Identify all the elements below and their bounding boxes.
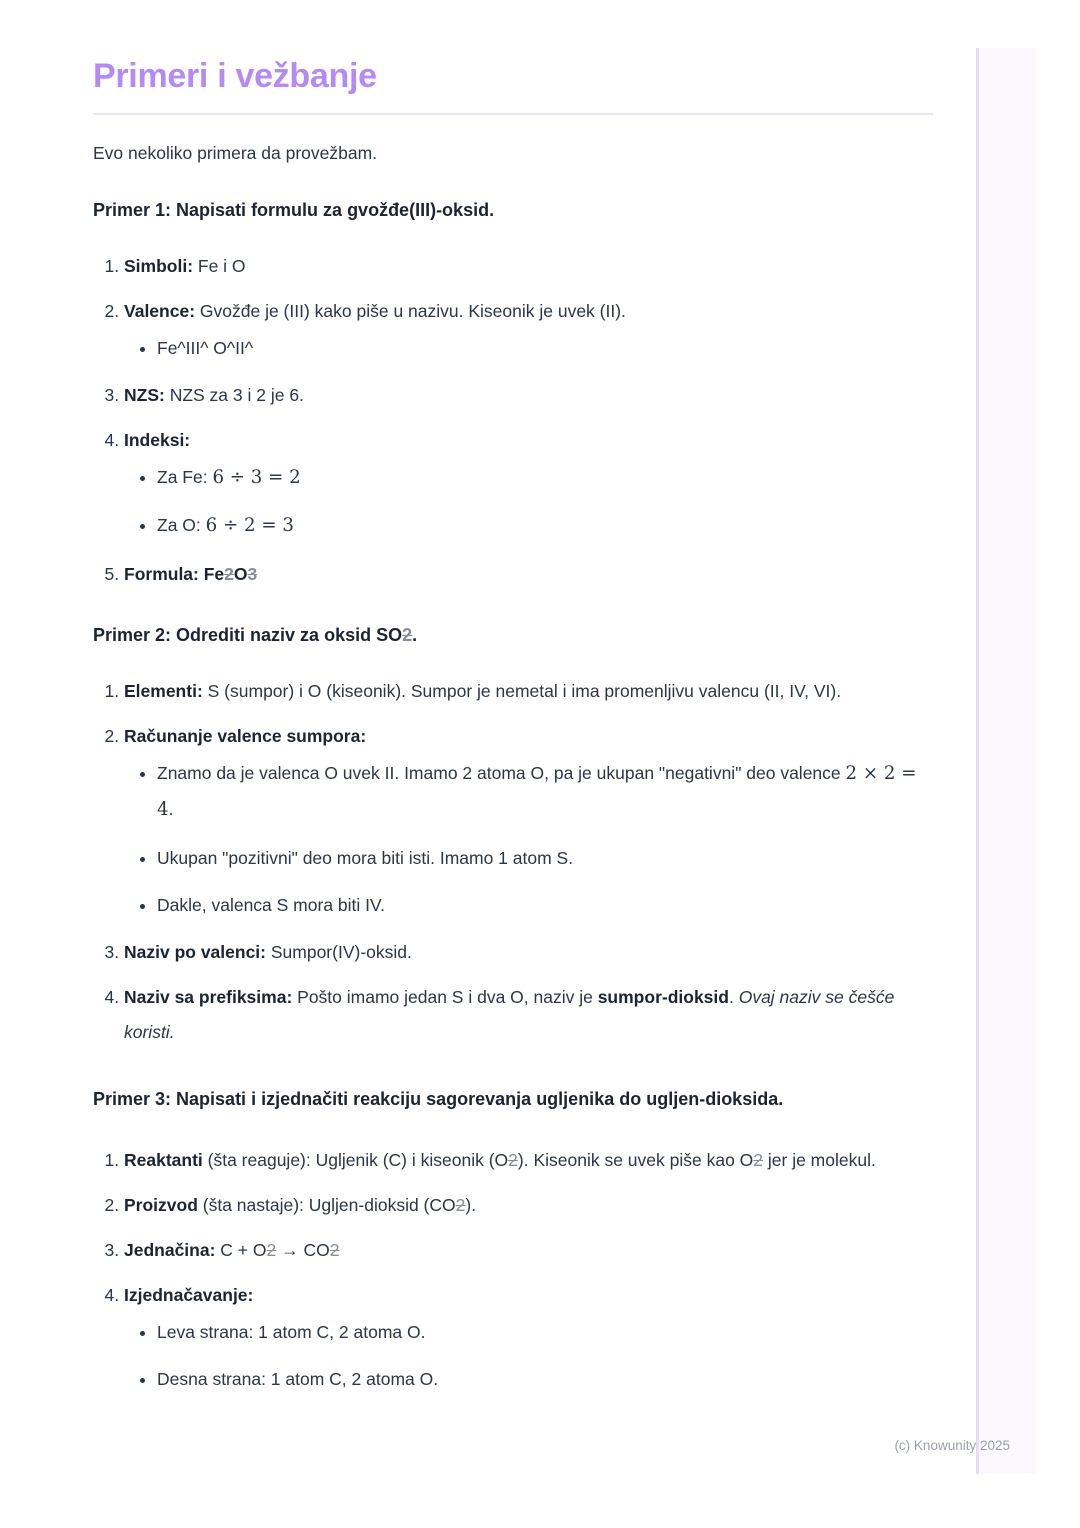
step-item xyxy=(124,423,933,545)
step-label: Reaktanti xyxy=(124,1150,203,1171)
step-text: . xyxy=(728,986,739,1007)
step-text: (šta reaguje): Ugljenik (C) i kiseonik (O xyxy=(202,1150,509,1171)
struck-subscript: 2 xyxy=(508,1150,518,1171)
bullet-item xyxy=(157,756,933,829)
bullet-text: Leva strana: 1 atom C, 2 atoma O. xyxy=(157,1322,426,1343)
step-label: Elementi: xyxy=(124,680,203,701)
bullet-item xyxy=(157,841,933,876)
primer2-heading xyxy=(93,622,933,650)
step-item xyxy=(124,719,933,923)
step-label: Izjednačavanje: xyxy=(124,1285,254,1306)
struck-subscript: 2 xyxy=(266,1240,277,1261)
copyright-footer: (c) Knowunity 2025 xyxy=(894,1438,1010,1453)
page-content xyxy=(93,57,933,1409)
bullet-text: Ukupan "pozitivni" deo mora biti isti. Imamo 1 atom S. xyxy=(157,847,574,868)
step-label: Naziv po valenci: xyxy=(124,941,266,962)
step-text: C + O xyxy=(215,1240,267,1261)
primer3-heading: Primer 3: Napisati i izjednačiti reakciju sagorevanja ugljenika do ugljen-dioksida. xyxy=(93,1088,784,1109)
struck-subscript: 2 xyxy=(753,1150,764,1171)
step-item xyxy=(124,674,933,709)
step-label: Formula: Fe xyxy=(124,563,225,584)
step-item xyxy=(124,378,933,413)
bullet-text: Znamo da je valenca O uvek II. Imamo 2 atoma O, pa je ukupan "negativni" deo valence xyxy=(157,762,846,783)
primer1-heading: Primer 1: Napisati formulu za gvožđe(III)-oksid. xyxy=(93,200,495,221)
step-label: Računanje valence sumpora: xyxy=(124,725,367,746)
page-title: Primeri i vežbanje xyxy=(93,57,377,95)
step-label: Simboli: xyxy=(124,255,194,276)
step-item xyxy=(124,557,933,592)
bullet-item xyxy=(157,508,933,544)
step-text: NZS za 3 i 2 je 6. xyxy=(164,384,304,405)
step-item xyxy=(124,1278,933,1397)
struck-subscript: 2 xyxy=(455,1195,466,1216)
bullet-item xyxy=(157,888,933,923)
struck-subscript: 2 xyxy=(224,563,234,584)
step-text: Fe i O xyxy=(193,255,246,276)
heading-text: Primer 2: Odrediti naziv za oksid SO xyxy=(93,624,403,645)
bullet-text: Dakle, valenca S mora biti IV. xyxy=(157,894,385,915)
step-label: Valence: xyxy=(124,300,196,321)
step-label: NZS: xyxy=(124,384,165,405)
step-label: Naziv sa prefiksima: xyxy=(124,986,293,1007)
step-item xyxy=(124,249,933,284)
math-expression: 2 × 2 = 4 xyxy=(157,762,917,821)
italic-note: Ovaj naziv se češće koristi. xyxy=(124,986,895,1042)
step-text: Gvožđe je (III) kako piše u nazivu. Kiseonik je uvek (II). xyxy=(195,300,626,321)
struck-subscript: 2 xyxy=(329,1240,340,1261)
step-text: ). xyxy=(465,1195,477,1216)
primer1-steps xyxy=(93,249,933,592)
step-text: (šta nastaje): Ugljen-dioksid (CO xyxy=(197,1195,456,1216)
step-item xyxy=(124,980,933,1050)
step-text: jer je molekul. xyxy=(763,1150,876,1171)
bullet-text: . xyxy=(168,799,174,820)
bullet-text: Za O: xyxy=(157,515,206,536)
step-text: ). Kiseonik se uvek piše kao O xyxy=(517,1150,754,1171)
sub-bullets xyxy=(124,460,933,545)
bullet-item xyxy=(157,1362,933,1397)
step-item xyxy=(124,1233,933,1268)
next-page-edge-strip xyxy=(976,48,1036,1474)
sub-bullets xyxy=(124,1315,933,1397)
sub-bullets xyxy=(124,331,933,366)
emphasized-term: sumpor-dioksid xyxy=(597,986,729,1007)
bullet-item xyxy=(157,1315,933,1350)
struck-subscript: 3 xyxy=(247,563,258,584)
step-item xyxy=(124,1143,933,1178)
math-expression: 6 ÷ 3 = 2 xyxy=(212,466,301,488)
bullet-text: Fe^III^ O^II^ xyxy=(157,337,254,358)
step-label: Indeksi: xyxy=(124,429,191,450)
step-text: Pošto imamo jedan S i dva O, naziv je xyxy=(292,986,598,1007)
primer2-steps xyxy=(93,674,933,1050)
step-text: S (sumpor) i O (kiseonik). Sumpor je nemetal i ima promenljivu valencu (II, IV, VI). xyxy=(202,680,842,701)
step-text: → CO xyxy=(276,1240,330,1261)
step-item xyxy=(124,294,933,366)
step-text: Sumpor(IV)-oksid. xyxy=(266,941,412,962)
intro-paragraph: Evo nekoliko primera da provežbam. xyxy=(93,143,378,164)
step-item xyxy=(124,935,933,970)
struck-subscript: 2 xyxy=(402,624,413,645)
primer3-steps xyxy=(93,1143,933,1397)
step-label: Jednačina: xyxy=(124,1240,216,1261)
bullet-text: Desna strana: 1 atom C, 2 atoma O. xyxy=(157,1369,439,1390)
step-label: O xyxy=(233,563,248,584)
heading-text: . xyxy=(412,624,418,645)
step-label: Proizvod xyxy=(124,1195,198,1216)
title-divider xyxy=(93,113,933,115)
bullet-item xyxy=(157,331,933,366)
bullet-text: Za Fe: xyxy=(157,466,213,487)
sub-bullets xyxy=(124,756,933,923)
bullet-item xyxy=(157,460,933,496)
step-item xyxy=(124,1188,933,1223)
math-expression: 6 ÷ 2 = 3 xyxy=(205,515,294,537)
